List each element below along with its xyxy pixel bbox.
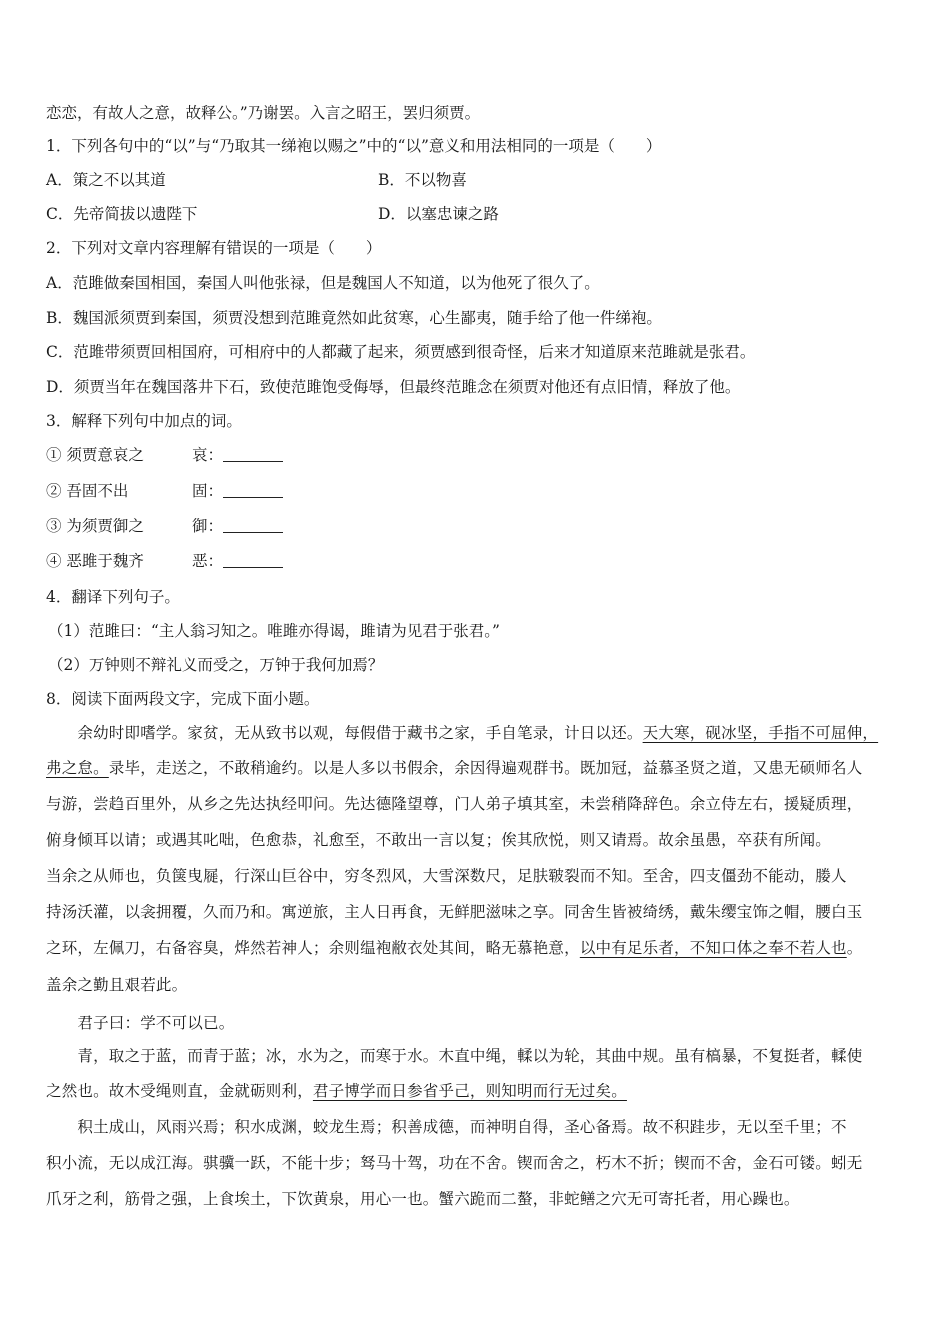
passage-line: 俯身倾耳以请；或遇其叱咄，色愈恭，礼愈至，不敢出一言以复；俟其欣悦，则又请焉。故余虽愚，卒获有所闻。 [46,831,832,849]
answer-blank[interactable] [223,518,283,533]
passage-line: 积土成山，风雨兴焉；积水成渊，蛟龙生焉；积善成德，而神明自得，圣心备焉。故不积跬步，无以至千里；不 [46,1118,847,1136]
passage-line [46,758,908,778]
passage-line [46,938,908,958]
passage-line: 盖余之勤且艰若此。 [46,976,188,994]
underlined-text: 弗之怠。 [46,759,109,777]
q1-option-b: B．不以物喜 [378,171,467,189]
passage-line: 爪牙之利，筋骨之强，上食埃土，下饮黄泉，用心一也。蟹六跪而二螯，非蛇鳝之穴无可寄托者，用心躁也。 [46,1190,800,1208]
q3-item-sentence: ④ 恶雎于魏齐 [46,552,144,570]
passage-line: 君子曰：学不可以已。 [46,1014,235,1032]
q4-stem: 4．翻译下列句子。 [46,588,180,606]
q3-item-gloss: 恶： [192,552,224,570]
q3-item-gloss: 固： [192,482,224,500]
q2-option-a: A．范雎做秦国相国，秦国人叫他张禄，但是魏国人不知道，以为他死了很久了。 [46,274,600,292]
q3-item-sentence: ② 吾固不出 [46,482,129,500]
q1-option-d: D．以塞忠谏之路 [378,205,499,223]
q4-sentence-1: （1）范雎曰：“主人翁习知之。唯雎亦得谒，雎请为见君于张君。” [48,622,500,640]
passage-line: 持汤沃灌，以衾拥覆，久而乃和。寓逆旅，主人日再食，无鲜肥滋味之享。同舍生皆被绮绣，戴朱缨宝饰之帽，腰白玉 [46,903,863,921]
q2-stem: 2．下列对文章内容理解有错误的一项是（ ） [46,239,382,257]
answer-blank[interactable] [223,483,283,498]
passage-text: 之然也。故木受绳则直，金就砺则利， [46,1082,313,1100]
passage-line [46,723,908,743]
passage-line: 青，取之于蓝，而青于蓝；冰，水为之，而寒于水。木直中绳，輮以为轮，其曲中规。虽有槁暴，不复挺者，輮使 [46,1047,863,1065]
passage-text: 余幼时即嗜学。家贫，无从致书以观，每假借于藏书之家，手自笔录，计日以还。 [46,724,643,742]
q3-item-answer [192,551,283,571]
q3-item-answer [192,481,283,501]
q2-option-b: B．魏国派须贾到秦国，须贾没想到范雎竟然如此贫寒，心生鄙夷，随手给了他一件绨袍。 [46,309,662,327]
underlined-text: 天大寒，砚冰坚，手指不可屈伸， [642,724,879,742]
passage-text: 。 [846,939,863,957]
q1-option-c: C．先帝简拔以遗陛下 [46,205,198,223]
passage-line: 与游，尝趋百里外，从乡之先达执经叩问。先达德隆望尊，门人弟子填其室，未尝稍降辞色。余立侍左右，援疑质理， [46,795,863,813]
passage-line: 当余之从师也，负箧曳屣，行深山巨谷中，穷冬烈风，大雪深数尺，足肤皲裂而不知。至舍，四支僵劲不能动，媵人 [46,867,847,885]
q3-stem: 3．解释下列句中加点的词。 [46,412,242,430]
passage-line [46,1081,908,1101]
q3-item-gloss: 御： [192,517,224,535]
q1-option-a: A．策之不以其道 [46,171,166,189]
q3-item-answer [192,516,283,536]
passage-tail: 恋恋，有故人之意，故释公。”乃谢罢。入言之昭王，罢归须贾。 [46,104,481,122]
q3-item-gloss: 哀： [192,446,224,464]
answer-blank[interactable] [223,553,283,568]
underlined-text: 君子博学而日参省乎己，则知明而行无过矣。 [312,1082,627,1100]
passage-text: 录毕，走送之，不敢稍逾约。以是人多以书假余，余因得遍观群书。既加冠，益慕圣贤之道，又患无硕师名人 [108,759,863,777]
passage-line: 积小流，无以成江海。骐骥一跃，不能十步；驽马十驾，功在不舍。锲而舍之，朽木不折；锲而不舍，金石可镂。蚓无 [46,1154,863,1172]
underlined-text: 以中有足乐者，不知口体之奉不若人也 [579,939,847,957]
q2-option-d: D．须贾当年在魏国落井下石，致使范雎饱受侮辱，但最终范雎念在须贾对他还有点旧情，释放了他。 [46,378,741,396]
q3-item-answer [192,445,283,465]
q8-stem: 8．阅读下面两段文字，完成下面小题。 [46,690,320,708]
q2-option-c: C．范雎带须贾回相国府，可相府中的人都藏了起来，须贾感到很奇怪，后来才知道原来范雎就是张君。 [46,343,756,361]
q1-stem: 1．下列各句中的“以”与“乃取其一绨袍以赐之”中的“以”意义和用法相同的一项是（ ） [46,137,662,155]
q4-sentence-2: （2）万钟则不辩礼义而受之，万钟于我何加焉？ [48,656,384,674]
answer-blank[interactable] [223,447,283,462]
passage-text: 之环，左佩刀，右备容臭，烨然若神人；余则缊袍敝衣处其间，略无慕艳意， [46,939,580,957]
q3-item-sentence: ③ 为须贾御之 [46,517,144,535]
q3-item-sentence: ① 须贾意哀之 [46,446,144,464]
